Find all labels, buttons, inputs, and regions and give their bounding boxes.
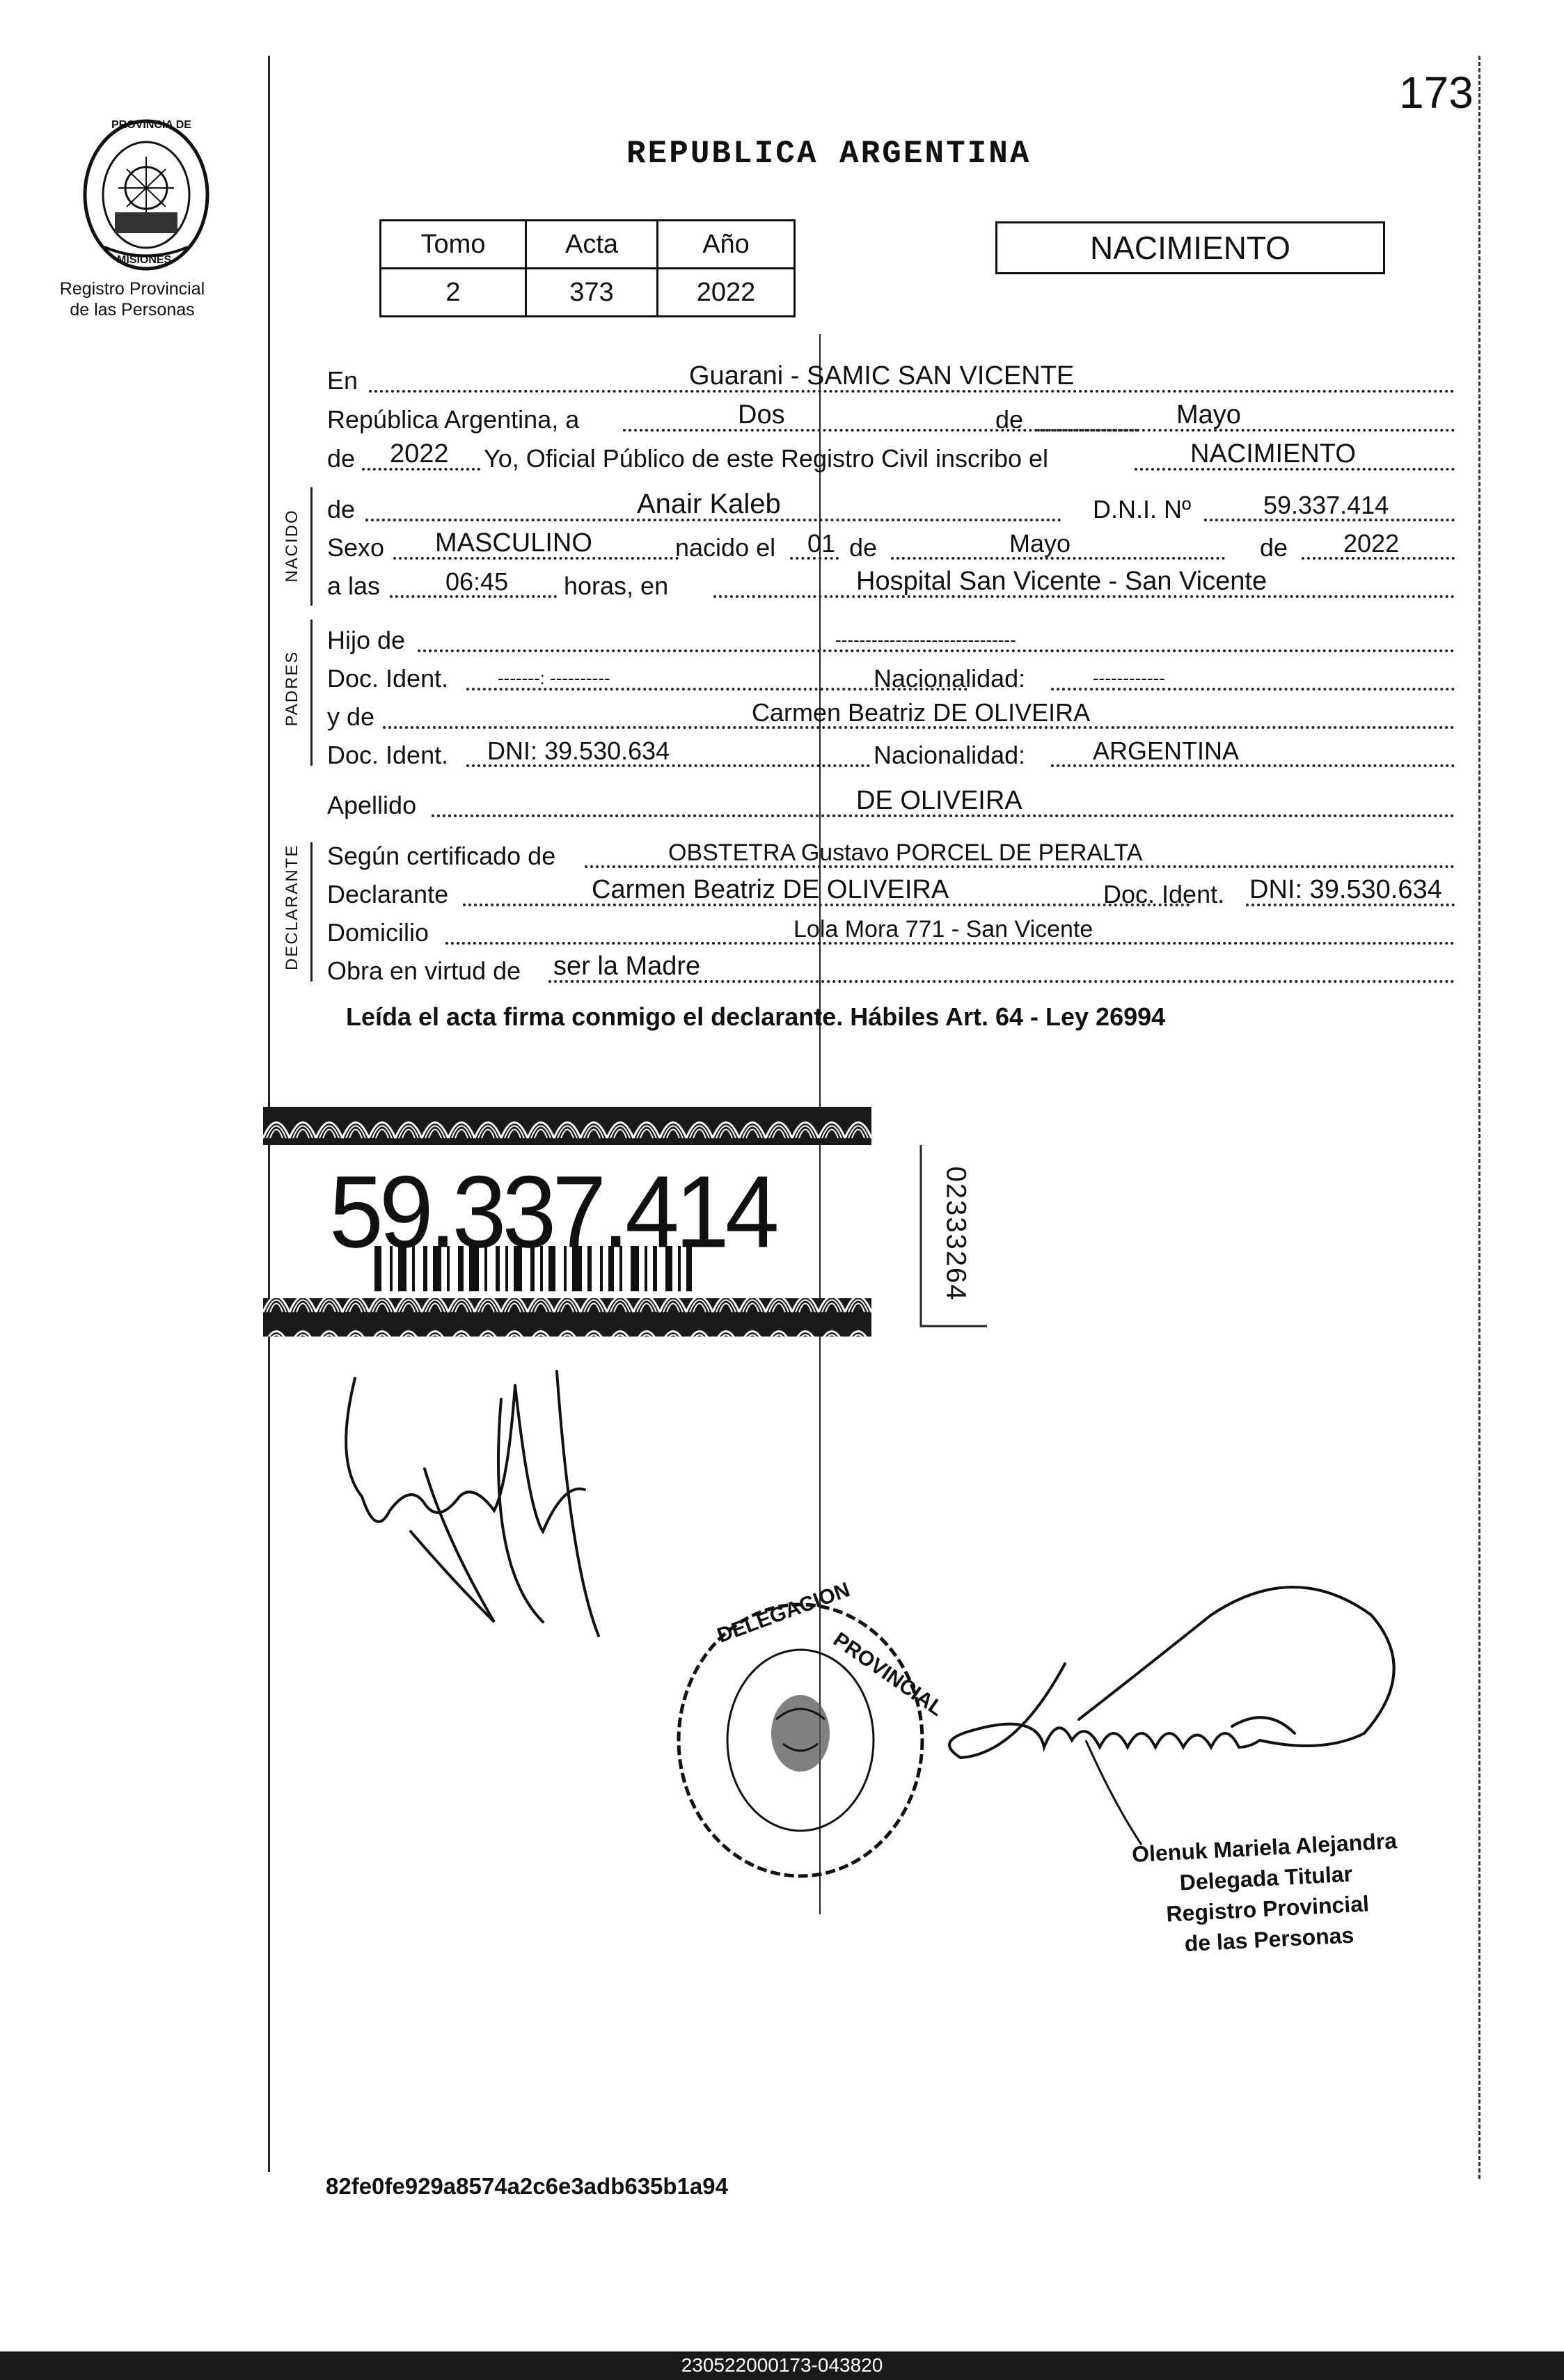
row-obra — [327, 952, 1455, 990]
value-day: Dos — [738, 400, 785, 429]
value-domicilio: Lola Mora 771 - San Vicente — [793, 916, 1093, 943]
row-y-de — [327, 698, 1455, 736]
row-doc1 — [327, 660, 1455, 698]
label-de-birth-month: de — [849, 533, 878, 562]
row-domicilio — [327, 914, 1455, 952]
row-nacido-name — [327, 491, 1455, 528]
label-de-month: de — [995, 405, 1024, 434]
label-republica: República Argentina, a — [327, 405, 580, 434]
row-officer — [327, 440, 1455, 478]
value-declarante: Carmen Beatriz DE OLIVEIRA — [592, 875, 949, 904]
value-dni: 59.337.414 — [1263, 491, 1389, 519]
row-a-las — [327, 567, 1455, 605]
value-birth-month: Mayo — [1009, 529, 1071, 558]
declarant-signature — [334, 1357, 668, 1650]
label-de-birth-year: de — [1260, 533, 1288, 562]
declarante-bracket — [310, 842, 313, 982]
label-apellido: Apellido — [327, 791, 417, 819]
value-act: NACIMIENTO — [1190, 439, 1356, 468]
value-nac2: ARGENTINA — [1093, 736, 1240, 765]
svg-text:PROVINCIAL: PROVINCIAL — [828, 1628, 948, 1721]
official-signature — [933, 1573, 1434, 1852]
province-seal — [77, 115, 216, 275]
section-label-padres: PADRES — [283, 650, 301, 727]
row-republica — [327, 401, 1455, 439]
table-value-acta: 373 — [526, 269, 658, 317]
act-type-label: NACIMIENTO — [1090, 230, 1290, 266]
svg-text:DELEGACION: DELEGACION — [714, 1578, 853, 1648]
signatory-org-line2: de las Personas — [1183, 1922, 1355, 1957]
value-nac1: ------------ — [1093, 668, 1165, 688]
value-certificado: OBSTETRA Gustavo PORCEL DE PERALTA — [668, 840, 1143, 866]
signatory-block — [1083, 1823, 1451, 1964]
closing-text: Leída el acta firma conmigo el declarante. Hábiles Art. 64 - Ley 26994 — [346, 1002, 1166, 1031]
footer-id: 230522000173-043820 — [681, 2354, 883, 2376]
nacido-bracket — [310, 487, 313, 606]
right-margin-line — [1478, 56, 1480, 2179]
value-time: 06:45 — [445, 567, 509, 596]
seal-top-text: PROVINCIA DE — [111, 119, 191, 131]
value-birth-day: 01 — [807, 529, 836, 558]
label-doc2: Doc. Ident. — [327, 741, 449, 769]
value-child-name: Anair Kaleb — [637, 489, 781, 519]
value-birth-place: Hospital San Vicente - San Vicente — [856, 567, 1267, 596]
country-title: REPUBLICA ARGENTINA — [626, 136, 1032, 172]
value-year: 2022 — [390, 439, 449, 468]
label-horas-en: horas, en — [564, 572, 669, 600]
label-certificado: Según certificado de — [327, 842, 556, 870]
label-domicilio: Domicilio — [327, 918, 429, 947]
agency-caption — [42, 278, 223, 320]
label-de-year: de — [327, 444, 356, 473]
value-month: Mayo — [1176, 400, 1241, 429]
label-nac2: Nacionalidad: — [874, 741, 1026, 769]
dni-label-number: 59.337.414 — [329, 1154, 775, 1269]
value-apellido: DE OLIVEIRA — [856, 786, 1022, 815]
agency-caption-line2: de las Personas — [70, 300, 195, 320]
label-sexo: Sexo — [327, 533, 385, 562]
table-header-anio: Año — [658, 221, 795, 269]
footer-bar — [0, 2351, 1564, 2380]
seal-bottom-text: MISIONES — [117, 254, 172, 266]
serial-number: 02333264 — [940, 1166, 972, 1302]
row-certificado — [327, 837, 1455, 875]
label-hijo-de: Hijo de — [327, 626, 406, 654]
value-birth-year: 2022 — [1343, 529, 1400, 558]
section-label-nacido: NACIDO — [283, 509, 301, 583]
label-y-de: y de — [327, 702, 375, 731]
official-stamp — [672, 1578, 948, 1886]
label-en: En — [327, 366, 358, 395]
register-table — [379, 219, 796, 317]
dni-barcode-label — [263, 1107, 871, 1337]
label-decl-doc: Doc. Ident. — [1103, 880, 1225, 908]
value-father: ------------------------------ — [835, 629, 1016, 650]
label-dni: D.N.I. Nº — [1093, 495, 1192, 523]
label-doc1: Doc. Ident. — [327, 664, 449, 693]
section-label-declarante: DECLARANTE — [283, 844, 301, 970]
signatory-org-line1: Registro Provincial — [1165, 1891, 1370, 1927]
act-type-box — [995, 221, 1385, 274]
page-number: 173 — [1399, 68, 1474, 118]
value-doc1: -------: ---------- — [498, 668, 610, 688]
row-sexo — [327, 529, 1455, 567]
officer-text: Yo, Oficial Público de este Registro Civil inscribo el — [484, 444, 1049, 473]
value-sexo: MASCULINO — [435, 528, 592, 558]
value-doc2: DNI: 39.530.634 — [487, 736, 670, 765]
padres-bracket — [310, 620, 313, 766]
label-declarante: Declarante — [327, 880, 449, 908]
value-mother: Carmen Beatriz DE OLIVEIRA — [752, 698, 1091, 727]
signatory-name: Olenuk Mariela Alejandra — [1131, 1828, 1398, 1868]
row-apellido — [327, 787, 1455, 824]
value-decl-doc: DNI: 39.530.634 — [1249, 875, 1442, 904]
row-hijo-de — [327, 622, 1455, 659]
agency-caption-line1: Registro Provincial — [59, 279, 205, 299]
label-nacido-el: nacido el — [675, 533, 776, 562]
label-nacido-de: de — [327, 495, 356, 523]
value-obra: ser la Madre — [553, 952, 701, 981]
row-en — [327, 362, 1455, 400]
label-obra: Obra en virtud de — [327, 956, 521, 985]
row-declarante — [327, 876, 1455, 913]
serial-number-strip — [917, 1142, 994, 1330]
document-hash: 82fe0fe929a8574a2c6e3adb635b1a94 — [326, 2173, 728, 2199]
table-header-tomo: Tomo — [381, 221, 526, 269]
label-nac1: Nacionalidad: — [874, 664, 1026, 693]
value-en: Guarani - SAMIC SAN VICENTE — [689, 361, 1075, 391]
table-header-acta: Acta — [526, 221, 658, 269]
label-a-las: a las — [327, 572, 381, 600]
signatory-role: Delegada Titular — [1178, 1861, 1353, 1896]
table-value-tomo: 2 — [381, 269, 526, 317]
table-value-anio: 2022 — [658, 269, 795, 317]
row-doc2 — [327, 736, 1455, 774]
